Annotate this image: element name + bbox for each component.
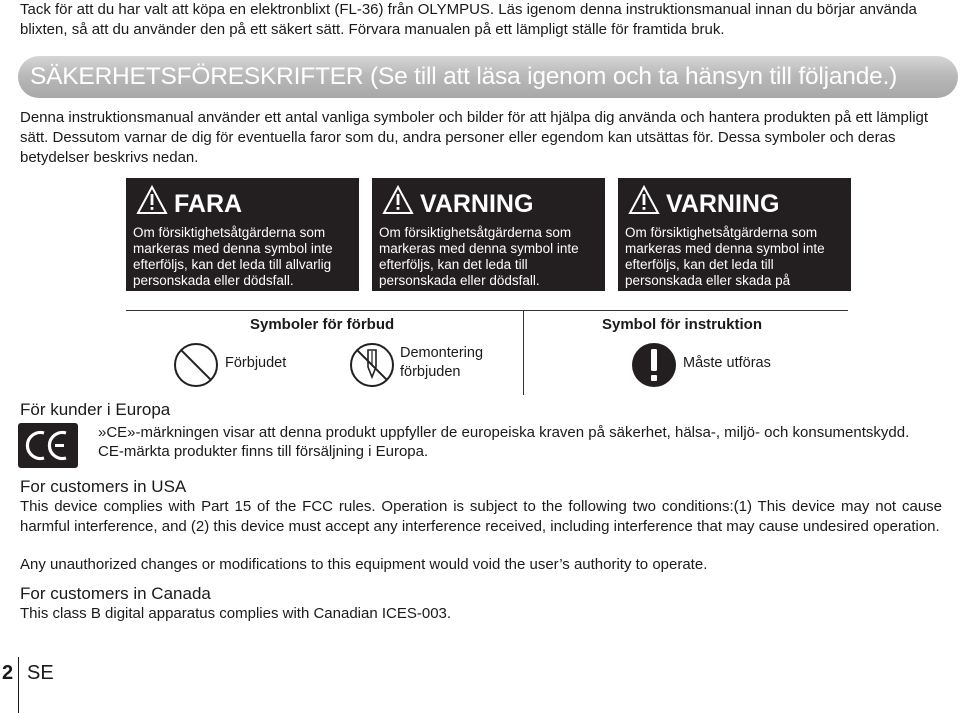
warning-box-danger [126, 178, 359, 291]
prohibition-header: Symboler för förbud [250, 316, 395, 333]
canada-text: This class B digital apparatus complies with Canadian ICES-003. [20, 605, 452, 622]
symbol-table [126, 310, 848, 395]
warning-triangle-icon [382, 185, 414, 215]
language-code: SE [27, 662, 54, 684]
europe-text-1: »CE»-märkningen visar att denna produkt uppfyller de europeiska kraven på säkerhet, hälsa-, miljö- och konsumentskydd. [98, 424, 910, 441]
warning-text: Om försiktighetsåtgärderna som markeras med denna symbol inte efterföljs, kan det leda till personskada eller dödsfall. [379, 225, 579, 288]
warning-box-warning [372, 178, 605, 291]
safety-description: Denna instruktionsmanual använder ett antal vanliga symboler och bilder för att hjälpa dig använda och hantera produkten på ett lämpligt sätt. Dessutom varnar de dig för eventuella faror som du, andra personer eller egendom kan utsättas för. Dessa symboler och deras betydelser beskrivs nedan. [20, 109, 929, 166]
canada-heading: For customers in Canada [20, 584, 211, 603]
usa-text-2: Any unauthorized changes or modifications to this equipment would void the user’s authority to operate. [20, 556, 708, 573]
europe-heading: För kunder i Europa [20, 400, 171, 419]
warning-text: Om försiktighetsåtgärderna som markeras med denna symbol inte efterföljs, kan det leda till personskada eller skada på egendom. [625, 225, 825, 304]
safety-title: SÄKERHETSFÖRESKRIFTER (Se till att läsa igenom och ta hänsyn till följande.) [30, 63, 898, 90]
warning-text: Om försiktighetsåtgärderna som markeras med denna symbol inte efterföljs, kan det leda till allvarlig personskada eller dödsfall. [133, 225, 333, 288]
safety-banner [18, 56, 958, 98]
disassembly-label-line2: förbjuden [400, 364, 461, 380]
europe-text-2: CE-märkta produkter finns till försäljning i Europa. [98, 443, 429, 460]
warning-triangle-icon [136, 185, 168, 215]
intro-text: Tack för att du har valt att köpa en elektronblixt (FL-36) från OLYMPUS. Läs igenom denna instruktionsmanual innan du börjar använda blixten, så att du använder den på ett säkert sätt. Förvara manualen på ett lämpligt ställe för framtida bruk. [20, 1, 917, 38]
usa-text-1: This device complies with Part 15 of the FCC rules. Operation is subject to the following two conditions:(1) This device may not cause harmful interference, and (2) this device must accept any interference received, including interference that may cause undesired operation. [20, 498, 942, 535]
ce-mark-icon [18, 423, 78, 468]
warning-title: FARA [174, 190, 243, 218]
disassembly-label-line1: Demontering [400, 345, 484, 361]
no-disassembly-icon [348, 341, 396, 389]
footer-divider [18, 657, 19, 713]
prohibited-circle-icon [172, 341, 220, 389]
table-divider [523, 311, 524, 395]
instruction-header: Symbol för instruktion [602, 316, 763, 333]
page-number: 2 [2, 662, 14, 684]
warning-box-caution [618, 178, 851, 304]
warning-title: VARNING [666, 190, 780, 218]
prohibited-label: Förbjudet [225, 355, 287, 371]
exclamation-circle-icon [630, 341, 678, 389]
usa-heading: For customers in USA [20, 477, 187, 496]
mandatory-label: Måste utföras [683, 355, 771, 371]
warning-triangle-icon [628, 185, 660, 215]
warning-title: VARNING [420, 190, 534, 218]
